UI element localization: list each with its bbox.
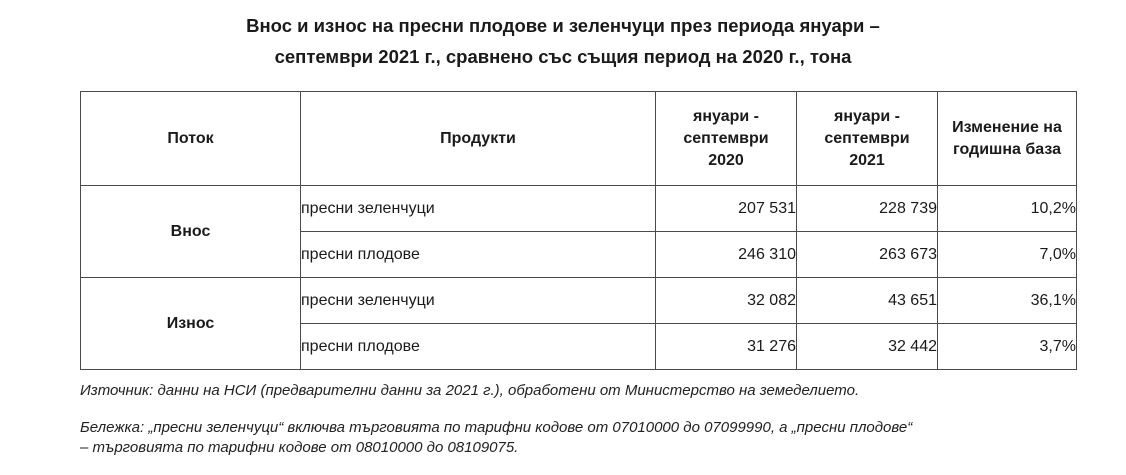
- header-change-line2: годишна база: [953, 140, 1061, 158]
- product-cell: пресни плодове: [301, 324, 656, 370]
- flow-cell-import: Внос: [81, 186, 301, 278]
- table-row: [81, 278, 1077, 324]
- value-2021-cell: 32 442: [797, 324, 938, 370]
- value-2020-cell: 31 276: [656, 324, 797, 370]
- header-period-2021: [797, 92, 938, 186]
- product-cell: пресни плодове: [301, 232, 656, 278]
- header-2021-line3: 2021: [849, 151, 885, 169]
- table-title: [0, 10, 1126, 72]
- value-2020-cell: 246 310: [656, 232, 797, 278]
- flow-cell-export: Износ: [81, 278, 301, 370]
- title-line-2: септември 2021 г., сравнено със същия период на 2020 г., тона: [274, 46, 852, 67]
- value-2021-cell: 263 673: [797, 232, 938, 278]
- header-2021-line2: септември: [824, 129, 910, 147]
- footnote: [80, 418, 1090, 458]
- header-2020-line2: септември: [683, 129, 769, 147]
- source-note: Източник: данни на НСИ (предварителни данни за 2021 г.), обработени от Министерство на земеделието.: [80, 382, 860, 399]
- change-cell: 10,2%: [938, 186, 1077, 232]
- change-cell: 36,1%: [938, 278, 1077, 324]
- change-cell: 3,7%: [938, 324, 1077, 370]
- header-product: Продукти: [301, 92, 656, 186]
- header-change: [938, 92, 1077, 186]
- header-2021-line1: януари -: [834, 107, 900, 125]
- title-line-1: Внос и износ на пресни плодове и зеленчуци през периода януари –: [246, 15, 880, 36]
- value-2020-cell: 32 082: [656, 278, 797, 324]
- footnote-line-1: Бележка: „пресни зеленчуци“ включва търговията по тарифни кодове от 07010000 до 07099990, а „пресни плодове“: [80, 419, 913, 436]
- header-change-line1: Изменение на: [952, 118, 1062, 136]
- value-2021-cell: 43 651: [797, 278, 938, 324]
- footnote-line-2: – търговията по тарифни кодове от 08010000 до 08109075.: [80, 439, 519, 456]
- table-row: [81, 186, 1077, 232]
- header-2020-line3: 2020: [708, 151, 744, 169]
- trade-table: [80, 91, 1077, 370]
- product-cell: пресни зеленчуци: [301, 278, 656, 324]
- header-2020-line1: януари -: [693, 107, 759, 125]
- value-2020-cell: 207 531: [656, 186, 797, 232]
- value-2021-cell: 228 739: [797, 186, 938, 232]
- header-period-2020: [656, 92, 797, 186]
- product-cell: пресни зеленчуци: [301, 186, 656, 232]
- table-header-row: [81, 92, 1077, 186]
- change-cell: 7,0%: [938, 232, 1077, 278]
- header-flow: Поток: [81, 92, 301, 186]
